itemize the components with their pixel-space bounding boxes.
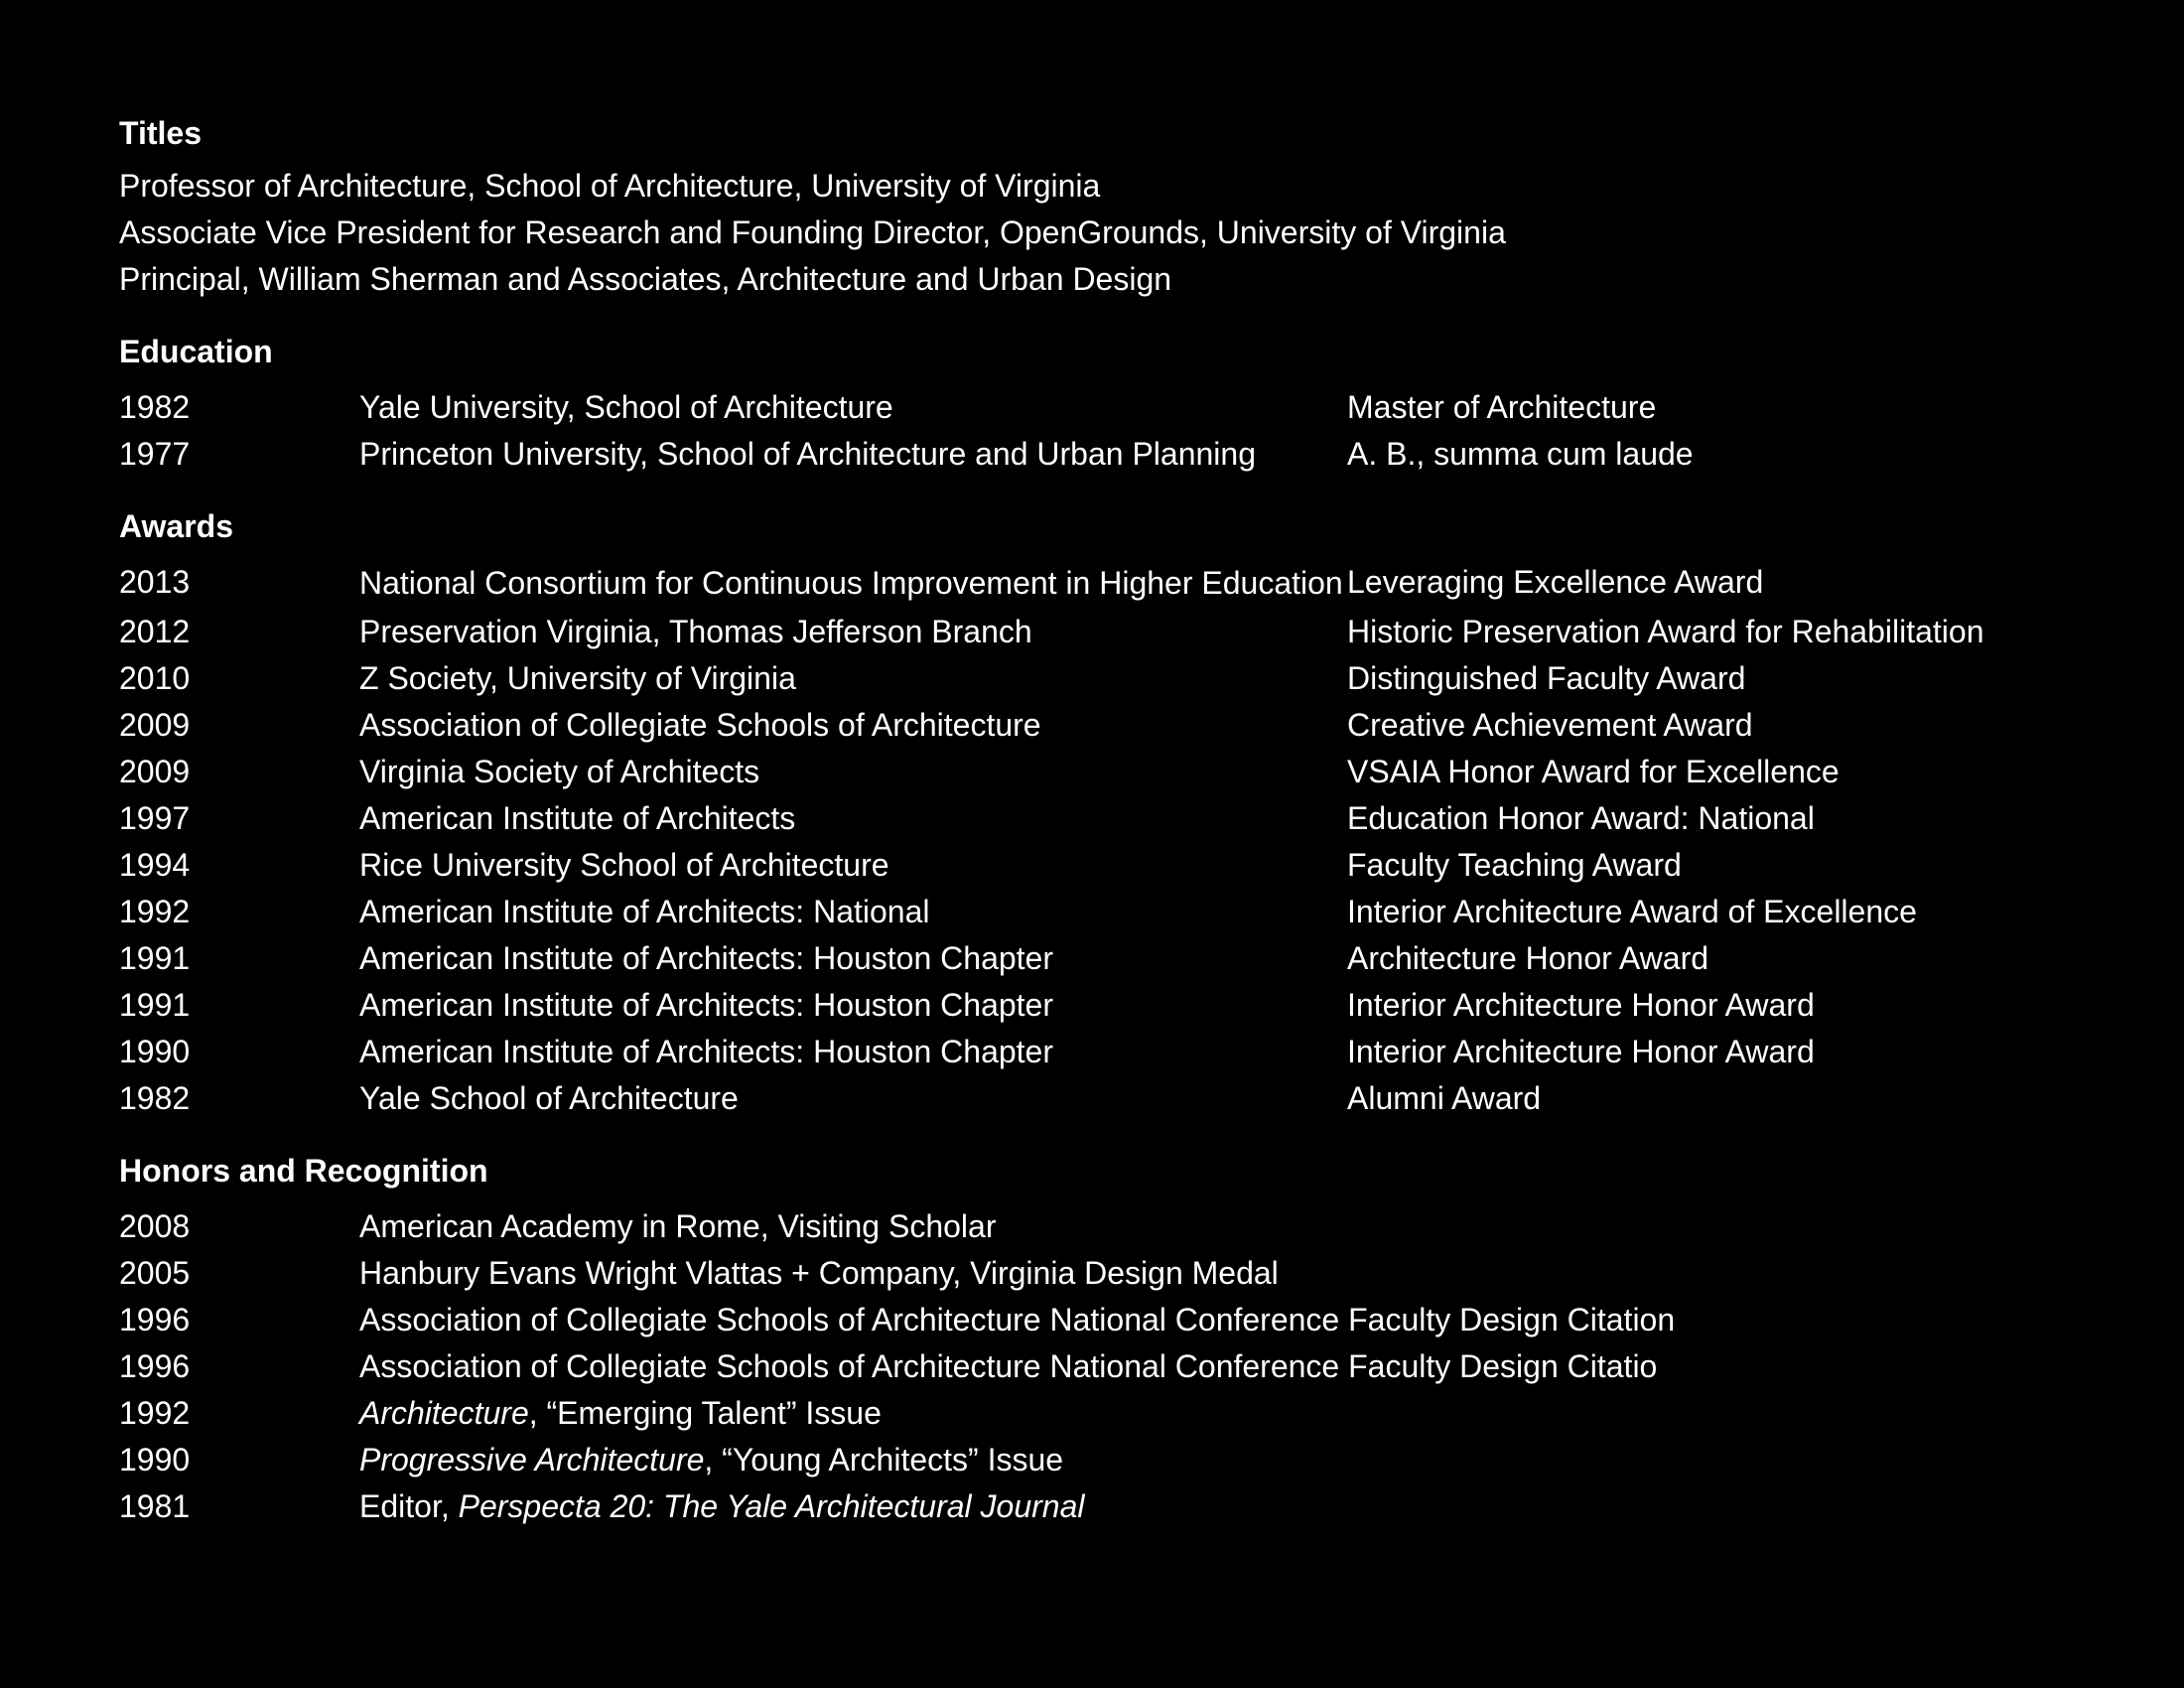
award-institution: Association of Collegiate Schools of Architecture <box>359 707 1041 743</box>
education-list <box>119 384 2105 478</box>
award-institution: American Institute of Architects: National <box>359 894 930 929</box>
award-institution: Yale School of Architecture <box>359 1080 739 1116</box>
award-name: Distinguished Faculty Award <box>1347 660 1746 696</box>
honor-publication-title: Progressive Architecture <box>359 1442 705 1477</box>
award-name: Interior Architecture Honor Award <box>1347 1034 1815 1069</box>
education-heading: Education <box>119 334 273 369</box>
awards-heading: Awards <box>119 508 234 544</box>
honor-text: , “Emerging Talent” Issue <box>528 1395 882 1431</box>
award-year: 2009 <box>119 754 191 789</box>
honor-year: 2005 <box>119 1255 191 1291</box>
award-row <box>119 702 2105 749</box>
award-name: Interior Architecture Award of Excellence <box>1347 894 1917 929</box>
award-row <box>119 982 2105 1029</box>
honor-text: Association of Collegiate Schools of Architecture National Conference Faculty Design Citatio <box>359 1348 1658 1384</box>
award-name: Leveraging Excellence Award <box>1347 564 1764 600</box>
award-row <box>119 935 2105 982</box>
education-degree: Master of Architecture <box>1347 389 1657 425</box>
honor-description <box>359 1483 1084 1530</box>
award-year: 1997 <box>119 800 191 836</box>
honor-year: 1990 <box>119 1442 191 1477</box>
honor-year: 1981 <box>119 1488 191 1524</box>
honor-year: 2008 <box>119 1208 191 1244</box>
award-row <box>119 1075 2105 1122</box>
award-year: 1991 <box>119 940 191 976</box>
honor-publication-title: Perspecta 20: The Yale Architectural Journal <box>458 1488 1085 1524</box>
award-row <box>119 889 2105 935</box>
titles-heading: Titles <box>119 115 202 151</box>
award-name: Education Honor Award: National <box>1347 800 1815 836</box>
award-row <box>119 749 2105 795</box>
honor-description <box>359 1297 1675 1343</box>
honor-row <box>119 1437 2105 1483</box>
honor-description <box>359 1343 1657 1390</box>
award-institution: Preservation Virginia, Thomas Jefferson Branch <box>359 614 1032 649</box>
honor-text: Hanbury Evans Wright Vlattas + Company, Virginia Design Medal <box>359 1255 1279 1291</box>
honor-year: 1996 <box>119 1302 191 1337</box>
title-line: Professor of Architecture, School of Architecture, University of Virginia <box>119 168 1101 204</box>
education-year: 1982 <box>119 389 191 425</box>
award-name: Historic Preservation Award for Rehabilitation <box>1347 614 1984 649</box>
award-institution: American Institute of Architects: Houston Chapter <box>359 1034 1053 1069</box>
award-year: 1994 <box>119 847 191 883</box>
award-institution: Z Society, University of Virginia <box>359 660 796 696</box>
award-institution: Virginia Society of Architects <box>359 754 760 789</box>
award-name: Faculty Teaching Award <box>1347 847 1682 883</box>
award-row <box>119 559 2105 609</box>
award-row <box>119 1029 2105 1075</box>
titles-section <box>119 110 2105 303</box>
award-year: 2010 <box>119 660 191 696</box>
education-year: 1977 <box>119 436 191 472</box>
awards-list <box>119 559 2105 1122</box>
title-line: Principal, William Sherman and Associates, Architecture and Urban Design <box>119 261 1172 297</box>
honor-description <box>359 1437 1063 1483</box>
honors-heading: Honors and Recognition <box>119 1153 488 1189</box>
honor-text: Editor, <box>359 1488 459 1524</box>
honor-row <box>119 1390 2105 1437</box>
award-year: 1992 <box>119 894 191 929</box>
honor-text: , “Young Architects” Issue <box>704 1442 1064 1477</box>
honor-text: American Academy in Rome, Visiting Scholar <box>359 1208 997 1244</box>
education-section <box>119 329 2105 478</box>
award-year: 1991 <box>119 987 191 1023</box>
awards-section <box>119 503 2105 1122</box>
honor-row <box>119 1250 2105 1297</box>
award-year: 1982 <box>119 1080 191 1116</box>
award-name: Alumni Award <box>1347 1080 1542 1116</box>
honor-description <box>359 1390 882 1437</box>
education-row <box>119 431 2105 478</box>
award-institution: American Institute of Architects <box>359 800 796 836</box>
honor-year: 1996 <box>119 1348 191 1384</box>
award-year: 2009 <box>119 707 191 743</box>
award-year: 2012 <box>119 614 191 649</box>
award-name: Interior Architecture Honor Award <box>1347 987 1815 1023</box>
titles-list <box>119 163 2105 303</box>
education-institution: Princeton University, School of Architecture and Urban Planning <box>359 436 1256 472</box>
honor-description <box>359 1250 1279 1297</box>
award-institution: American Institute of Architects: Houston Chapter <box>359 940 1053 976</box>
honor-publication-title: Architecture <box>359 1395 529 1431</box>
honor-row <box>119 1343 2105 1390</box>
honors-list <box>119 1203 2105 1530</box>
honors-section <box>119 1148 2105 1530</box>
award-row <box>119 609 2105 655</box>
title-line: Associate Vice President for Research and Founding Director, OpenGrounds, University of Virginia <box>119 214 1506 250</box>
honor-text: Association of Collegiate Schools of Architecture National Conference Faculty Design Citation <box>359 1302 1676 1337</box>
award-institution: National Consortium for Continuous Improvement in Higher Education <box>359 565 1343 601</box>
cv-page <box>119 110 2105 1556</box>
education-institution: Yale University, School of Architecture <box>359 389 893 425</box>
award-name: VSAIA Honor Award for Excellence <box>1347 754 1840 789</box>
award-row <box>119 795 2105 842</box>
honor-row <box>119 1297 2105 1343</box>
honor-row <box>119 1203 2105 1250</box>
award-row <box>119 655 2105 702</box>
award-name: Architecture Honor Award <box>1347 940 1709 976</box>
award-year: 2013 <box>119 564 191 600</box>
award-row <box>119 842 2105 889</box>
award-year: 1990 <box>119 1034 191 1069</box>
honor-row <box>119 1483 2105 1530</box>
education-row <box>119 384 2105 431</box>
award-name: Creative Achievement Award <box>1347 707 1753 743</box>
award-institution: American Institute of Architects: Houston Chapter <box>359 987 1053 1023</box>
education-degree: A. B., summa cum laude <box>1347 436 1694 472</box>
honor-year: 1992 <box>119 1395 191 1431</box>
honor-description <box>359 1203 996 1250</box>
award-institution: Rice University School of Architecture <box>359 847 889 883</box>
